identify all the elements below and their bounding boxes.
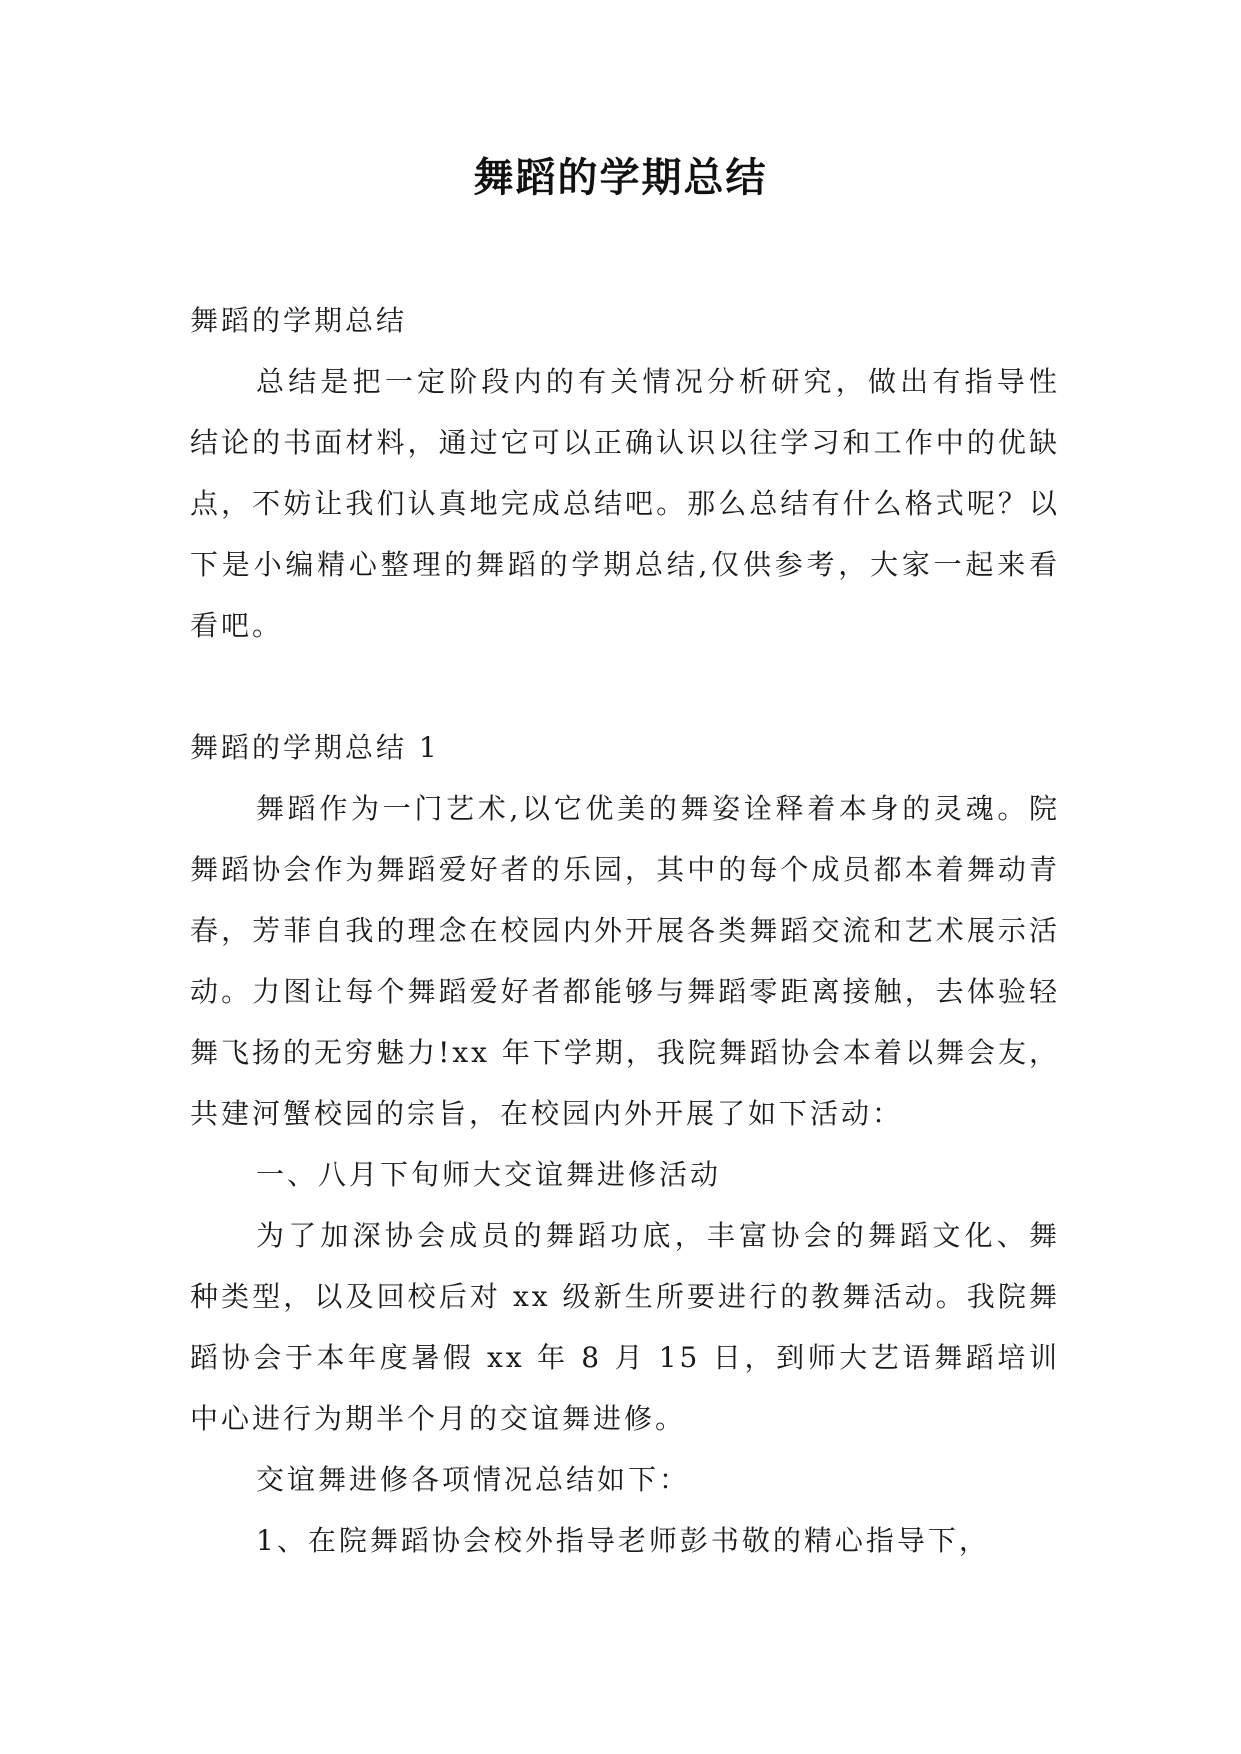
item-paragraph: 为了加深协会成员的舞蹈功底，丰富协会的舞蹈文化、舞种类型，以及回校后对 xx 级新生所要进行的教舞活动。我院舞蹈协会于本年度暑假 xx 年 8 月 15 日，到师大艺语舞蹈培训中心进行为期半个月的交谊舞进修。 [190, 1219, 1060, 1435]
document-body [190, 290, 1060, 1571]
section-heading: 舞蹈的学期总结 1 [190, 731, 440, 764]
point-1: 1、在院舞蹈协会校外指导老师彭书敬的精心指导下， [256, 1524, 990, 1557]
document-title: 舞蹈的学期总结 [473, 155, 768, 201]
intro-paragraph: 总结是把一定阶段内的有关情况分析研究，做出有指导性结论的书面材料，通过它可以正确认识以往学习和工作中的优缺点，不妨让我们认真地完成总结吧。那么总结有什么格式呢？以下是小编精心整理的舞蹈的学期总结,仅供参考，大家一起来看看吧。 [190, 365, 1060, 642]
summary-lead: 交谊舞进修各项情况总结如下： [256, 1463, 691, 1496]
item-heading: 一、八月下旬师大交谊舞进修活动 [256, 1158, 722, 1191]
paragraph-spacer [190, 656, 1060, 717]
document-subtitle: 舞蹈的学期总结 [190, 304, 408, 337]
section-paragraph: 舞蹈作为一门艺术,以它优美的舞姿诠释着本身的灵魂。院舞蹈协会作为舞蹈爱好者的乐园，其中的每个成员都本着舞动青春，芳菲自我的理念在校园内外开展各类舞蹈交流和艺术展示活动。力图让每个舞蹈爱好者都能够与舞蹈零距离接触，去体验轻舞飞扬的无穷魅力!xx 年下学期，我院舞蹈协会本着以舞会友，共建河蟹校园的宗旨，在校园内外开展了如下活动： [190, 792, 1060, 1130]
